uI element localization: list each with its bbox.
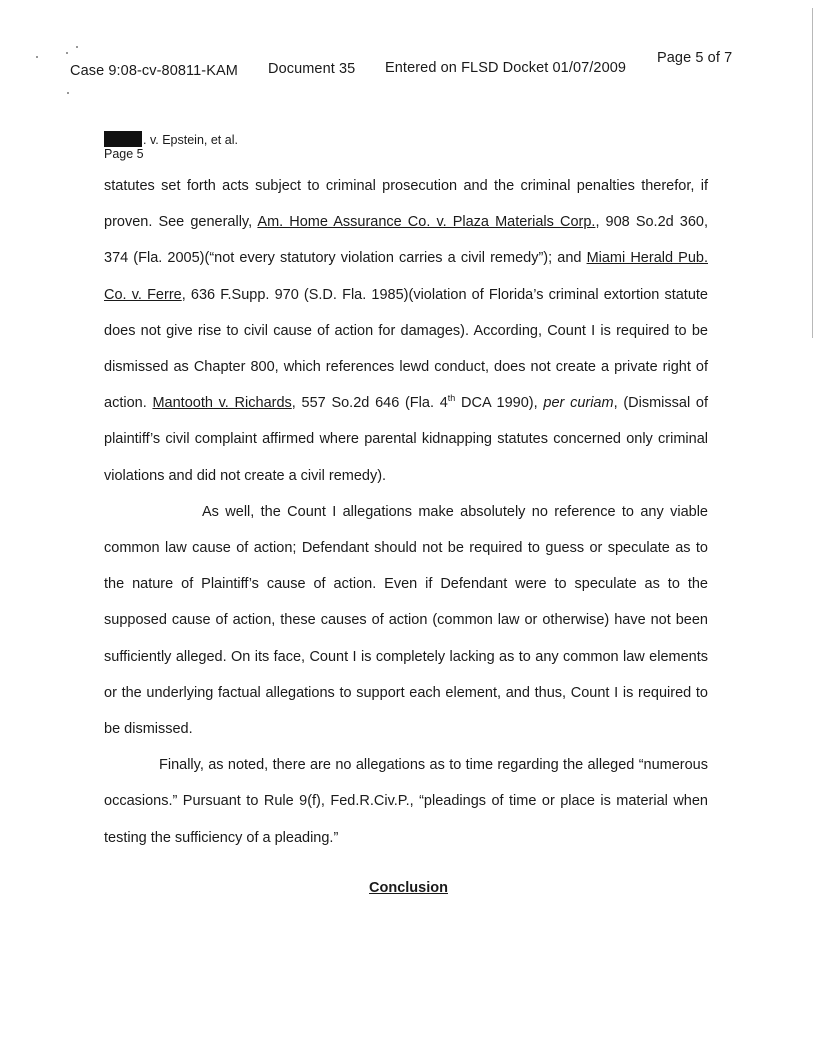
scan-speck: [67, 92, 69, 94]
scan-speck: [76, 46, 78, 48]
scan-speck: [66, 52, 68, 54]
paragraph-2: As well, the Count I allegations make absolutely no reference to any viable common law cause of action; Defendant should not be required to guess or speculate as to the nature of Plaintiff’s cause of action. Even if Defendant were to speculate as to the supposed cause of action, these causes of action (common law or otherwise) have not been sufficiently alleged. On its face, Count I is completely lacking as to any common law elements or the underlying factual allegations to support each element, and thus, Count I is required to be dismissed.: [104, 503, 708, 738]
page-count: Page 5 of 7: [657, 50, 733, 66]
redaction-bar: [104, 131, 142, 147]
paragraph-3: Finally, as noted, there are no allegations as to time regarding the alleged “numerous occasions.” Pursuant to Rule 9(f), Fed.R.Civ.P., “pleadings of time or place is material when testing the sufficiency of a pleading.”: [104, 757, 708, 846]
paragraph-1: statutes set forth acts subject to criminal prosecution and the criminal penalties therefor, if proven. See generally, Am. Home Assurance Co. v. Plaza Materials Corp., 908 So.2d 360, 374 (Fla. 2005)(“not every statutory violation carries a civil remedy”); and Miami Herald Pub. Co. v. Ferre, 636 F.Supp. 970 (S.D. Fla. 1985)(violation of Florida’s criminal extortion statute does not give rise to civil cause of action for damages). According, Count I is required to be dismissed as Chapter 800, which references lewd conduct, does not create a private right of action. Mantooth v. Richards, 557 So.2d 646 (Fla. 4th DCA 1990), per curiam, (Dismissal of plaintiff’s civil complaint affirmed where parental kidnapping statutes concerned only criminal violations and did not create a civil remedy).: [104, 178, 709, 484]
case-citation: Miami Herald Pub. Co. v. Ferre: [104, 250, 708, 303]
case-caption: [104, 131, 238, 161]
case-citation: Am. Home Assurance Co. v. Plaza Materials Corp.: [257, 214, 596, 231]
case-number: Case 9:08-cv-80811-KAM: [70, 63, 238, 79]
caption-page: Page 5: [104, 147, 144, 161]
scan-edge-line: [812, 8, 813, 338]
caption-parties: . v. Epstein, et al.: [104, 131, 238, 147]
body-text: [104, 168, 708, 856]
conclusion-heading: Conclusion: [369, 880, 448, 896]
docket-entry-date: Entered on FLSD Docket 01/07/2009: [385, 60, 627, 76]
case-citation: Mantooth v. Richards: [152, 395, 292, 412]
document-number: Document 35: [268, 61, 356, 77]
scan-speck: [36, 56, 38, 58]
